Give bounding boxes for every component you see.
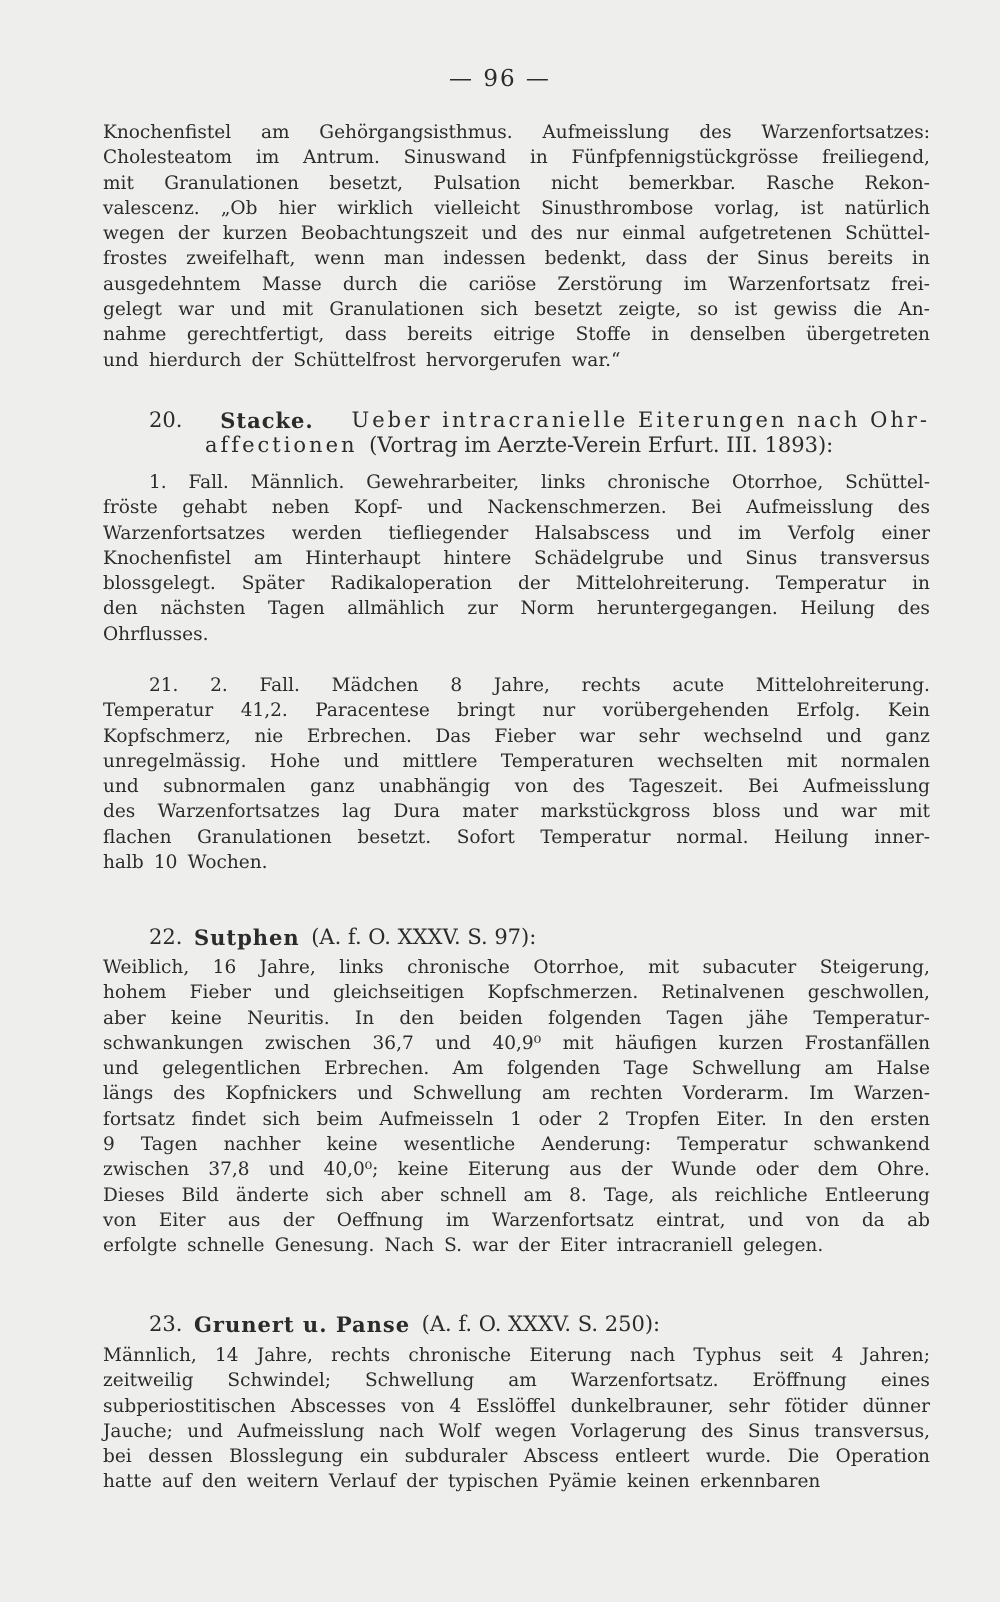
text-line: frostes zweifelhaft, wenn man indessen bedenkt, dass der Sinus bereits in bbox=[103, 248, 930, 270]
text-line: von Eiter aus der Oeffnung im Warzenfortsatz eintrat, und von da ab bbox=[103, 1209, 930, 1231]
text-line: schwankungen zwischen 36,7 und 40,9⁰ mit häufigen kurzen Frostanfällen bbox=[103, 1032, 930, 1054]
text-line: Ohrflusses. bbox=[103, 623, 209, 645]
text-line: längs des Kopfnickers und Schwellung am rechten Vorderarm. Im Warzen- bbox=[103, 1083, 930, 1105]
paragraph-22 bbox=[103, 955, 930, 1259]
text-line: unregelmässig. Hohe und mittlere Temperaturen wechselten mit normalen bbox=[103, 750, 930, 772]
text-line: mit Granulationen besetzt, Pulsation nicht bemerkbar. Rasche Rekon- bbox=[103, 172, 930, 194]
paragraph-20 bbox=[103, 470, 930, 647]
reference-22: (A. f. O. XXXV. S. 97): bbox=[311, 925, 537, 949]
text-line: Jauche; und Aufmeisslung nach Wolf wegen Vorlagerung des Sinus transversus, bbox=[103, 1420, 930, 1442]
text-line: aber keine Neuritis. In den beiden folgenden Tagen jähe Temperatur- bbox=[103, 1007, 930, 1029]
text-line: subperiostitischen Abscesses von 4 Esslöffel dunkelbrauner, sehr fötider dünner bbox=[103, 1395, 930, 1417]
text-line: fortsatz findet sich beim Aufmeisseln 1 oder 2 Tropfen Eiter. In den ersten bbox=[103, 1108, 930, 1130]
heading-20 bbox=[103, 408, 930, 459]
text-line: hatte auf den weitern Verlauf der typischen Pyämie keinen erkennbaren bbox=[103, 1471, 821, 1493]
text-line: zwischen 37,8 und 40,0⁰; keine Eiterung aus der Wunde oder dem Ohre. bbox=[103, 1159, 930, 1181]
text-line: des Warzenfortsatzes lag Dura mater markstückgross bloss und war mit bbox=[103, 801, 930, 823]
text-line: flachen Granulationen besetzt. Sofort Temperatur normal. Heilung inner- bbox=[103, 826, 930, 848]
text-line: blossgelegt. Später Radikaloperation der Mittelohreiterung. Temperatur in bbox=[103, 573, 930, 595]
author-stacke: Stacke. bbox=[220, 408, 314, 433]
text-line: nahme gerechtfertigt, dass bereits eitrige Stoffe in denselben übergetreten bbox=[103, 324, 930, 346]
text-line: 9 Tagen nachher keine wesentliche Aenderung: Temperatur schwankend bbox=[103, 1134, 930, 1156]
text-line: gelegt war und mit Granulationen sich besetzt zeigte, so ist gewiss die An- bbox=[103, 299, 930, 321]
page-number: — 96 — bbox=[449, 66, 551, 92]
text-line: und subnormalen ganz unabhängig von des Tageszeit. Bei Aufmeisslung bbox=[103, 776, 930, 798]
heading-22-line bbox=[103, 925, 930, 950]
paragraph-continuation bbox=[103, 120, 930, 373]
heading-23-line bbox=[103, 1312, 930, 1337]
case-number-23: 23. bbox=[149, 1312, 183, 1336]
text-line: ausgedehntem Masse durch die cariöse Zerstörung im Warzenfortsatz frei- bbox=[103, 273, 930, 295]
heading-20-title-2-rest: (Vortrag im Aerzte-Verein Erfurt. III. 1893): bbox=[369, 433, 834, 458]
author-grunert-panse: Grunert u. Panse bbox=[193, 1312, 411, 1337]
text-line: und hierdurch der Schüttelfrost hervorgerufen war.“ bbox=[103, 349, 621, 371]
text-line: Knochenfistel am Gehörgangsisthmus. Aufmeisslung des Warzenfortsatzes: bbox=[103, 122, 930, 143]
paragraph-21 bbox=[103, 673, 930, 875]
text-line: hohem Fieber und gleichseitigen Kopfschmerzen. Retinalvenen geschwollen, bbox=[103, 982, 930, 1004]
heading-20-line-2 bbox=[103, 433, 930, 458]
text-line: bei dessen Blosslegung ein subduraler Abscess entleert wurde. Die Operation bbox=[103, 1446, 930, 1468]
text-line: Männlich, 14 Jahre, rechts chronische Eiterung nach Typhus seit 4 Jahren; bbox=[103, 1345, 930, 1366]
heading-22 bbox=[103, 925, 930, 950]
text-line: wegen der kurzen Beobachtungszeit und des nur einmal aufgetretenen Schüttel- bbox=[103, 223, 930, 245]
heading-20-title-1: Ueber intracranielle Eiterungen nach Ohr- bbox=[351, 408, 930, 432]
heading-20-title-2: affectionen bbox=[205, 433, 358, 458]
text-line: Warzenfortsatzes werden tiefliegender Halsabscess und im Verfolg einer bbox=[103, 522, 930, 544]
author-sutphen: Sutphen bbox=[193, 925, 300, 950]
text-line: halb 10 Wochen. bbox=[103, 852, 268, 874]
heading-20-line-1 bbox=[103, 408, 930, 433]
paragraph-23 bbox=[103, 1343, 930, 1495]
text-line: Knochenfistel am Hinterhaupt hintere Schädelgrube und Sinus transversus bbox=[103, 547, 930, 569]
text-line: Dieses Bild änderte sich aber schnell am 8. Tage, als reichliche Entleerung bbox=[103, 1184, 930, 1206]
text-line: Temperatur 41,2. Paracentese bringt nur vorübergehenden Erfolg. Kein bbox=[103, 700, 930, 722]
heading-23 bbox=[103, 1312, 930, 1337]
case-number-20: 20. bbox=[149, 408, 183, 432]
text-line: und gelegentlichen Erbrechen. Am folgenden Tage Schwellung am Halse bbox=[103, 1058, 930, 1080]
text-line: fröste gehabt neben Kopf- und Nackenschmerzen. Bei Aufmeisslung des bbox=[103, 497, 930, 519]
text-line: Cholesteatom im Antrum. Sinuswand in Fünfpfennigstückgrösse freiliegend, bbox=[103, 147, 930, 169]
text-line: Kopfschmerz, nie Erbrechen. Das Fieber war sehr wechselnd und ganz bbox=[103, 725, 930, 747]
reference-23: (A. f. O. XXXV. S. 250): bbox=[421, 1312, 661, 1336]
text-line: 1. Fall. Männlich. Gewehrarbeiter, links chronische Otorrhoe, Schüttel- bbox=[149, 472, 930, 493]
text-line: den nächsten Tagen allmählich zur Norm heruntergegangen. Heilung des bbox=[103, 598, 930, 620]
text-line: zeitweilig Schwindel; Schwellung am Warzenfortsatz. Eröffnung eines bbox=[103, 1370, 930, 1392]
text-line: 21. 2. Fall. Mädchen 8 Jahre, rechts acute Mittelohreiterung. bbox=[149, 675, 930, 696]
text-line: valescenz. „Ob hier wirklich vielleicht Sinusthrombose vorlag, ist natürlich bbox=[103, 197, 930, 219]
text-line: erfolgte schnelle Genesung. Nach S. war der Eiter intracraniell gelegen. bbox=[103, 1235, 824, 1257]
case-number-22: 22. bbox=[149, 925, 183, 949]
text-line: Weiblich, 16 Jahre, links chronische Otorrhoe, mit subacuter Steigerung, bbox=[103, 957, 930, 978]
